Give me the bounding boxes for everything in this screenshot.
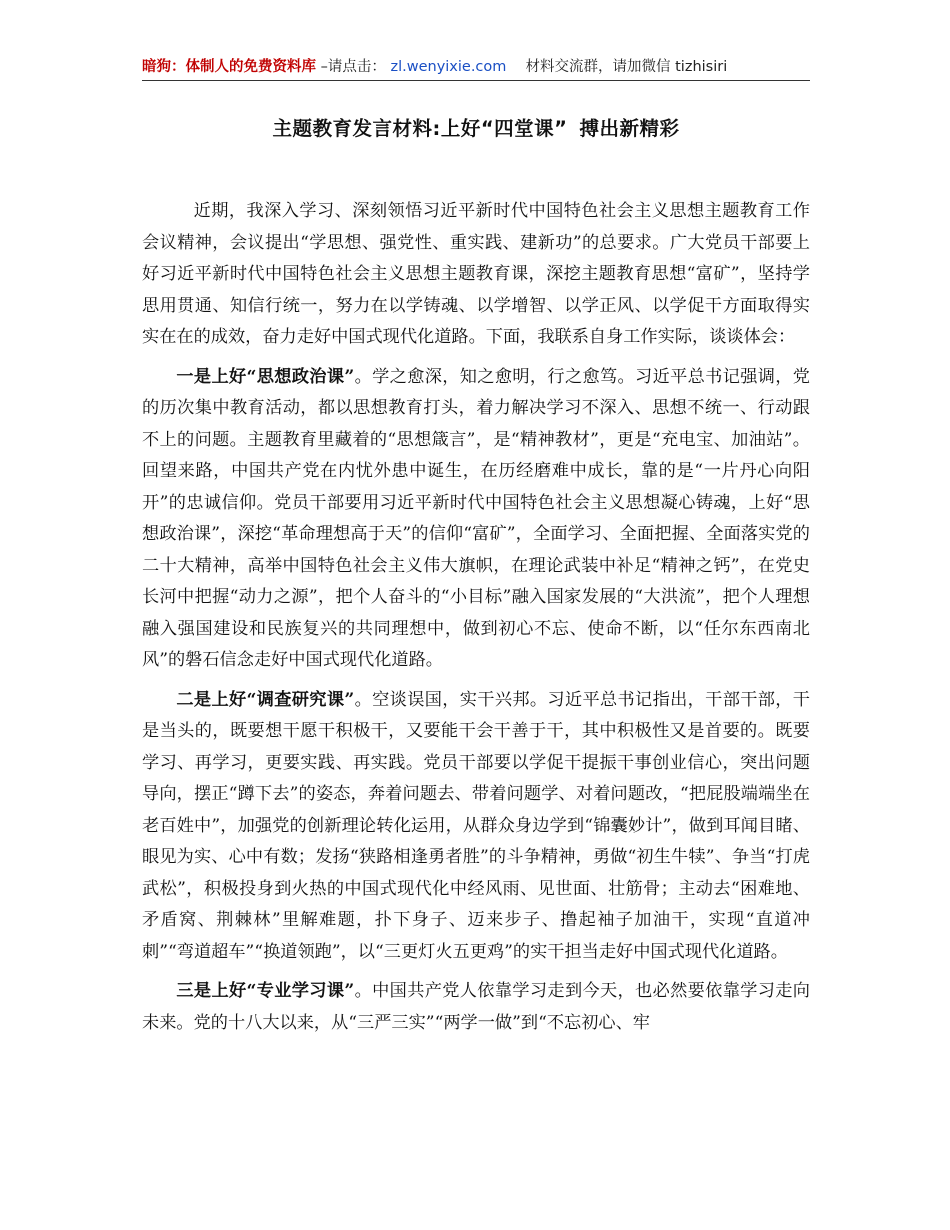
section-paragraph-3 <box>142 976 810 1039</box>
section-paragraph-2 <box>142 685 810 969</box>
section-2-text: 。空谈误国，实干兴邦。习近平总书记指出，干部干部，干是当头的，既要想干愿干积极干，又要能干会干善于干，其中积极性又是首要的。既要学习、再学习，更要实践、再实践。党员干部要以学促干提振干事创业信心，突出问题导向，摆正“蹲下去”的姿态，奔着问题去、带着问题学、对着问题改，“把屁股端端坐在老百姓中”，加强党的创新理论转化运用，从群众身边学到“锦囊妙计”，做到耳闻目睹、眼见为实、心中有数；发扬“狭路相逢勇者胜”的斗争精神，勇做“初生牛犊”、争当“打虎武松”，积极投身到火热的中国式现代化中经风雨、见世面、壮筋骨；主动去“困难地、矛盾窝、荆棘林”里解难题，扑下身子、迈来步子、撸起袖子加油干，实现“直道冲刺”“弯道超车”“换道领跑”，以“三更灯火五更鸡”的实干担当走好中国式现代化道路。 <box>142 689 810 962</box>
header-brand: 暗狗：体制人的免费资料库 <box>142 59 316 75</box>
section-3-lead: 三是上好“专业学习课” <box>176 981 355 1001</box>
section-paragraph-1 <box>142 362 810 677</box>
section-1-text: 。学之愈深，知之愈明，行之愈笃。习近平总书记强调，党的历次集中教育活动，都以思想教育打头，着力解决学习不深入、思想不统一、行动跟不上的问题。主题教育里藏着的“思想箴言”，是“精神教材”，更是“充电宝、加油站”。回望来路，中国共产党在内忧外患中诞生，在历经磨难中成长，靠的是“一片丹心向阳开”的忠诚信仰。党员干部要用习近平新时代中国特色社会主义思想凝心铸魂，上好“思想政治课”，深挖“革命理想高于天”的信仰“富矿”，全面学习、全面把握、全面落实党的二十大精神，高举中国特色社会主义伟大旗帜，在理论武装中补足“精神之钙”，在党史长河中把握“动力之源”，把个人奋斗的“小目标”融入国家发展的“大洪流”，把个人理想融入强国建设和民族复兴的共同理想中，做到初心不忘、使命不断，以“任尔东西南北风”的磐石信念走好中国式现代化道路。 <box>142 366 810 670</box>
document-title <box>142 114 810 144</box>
section-1-lead: 一是上好“思想政治课” <box>176 366 355 387</box>
section-2-lead: 二是上好“调查研究课” <box>176 689 355 710</box>
header-url-link[interactable]: zl.wenyixie.com <box>390 59 507 75</box>
header-contact-text: 材料交流群，请加微信 tizhisiri <box>525 59 728 75</box>
document-body <box>142 196 810 1047</box>
section-3-text: 。中国共产党人依靠学习走到今天，也必然要依靠学习走向未来。党的十八大以来，从“三严三实”“两学一做”到“不忘初心、牢 <box>142 981 810 1033</box>
title-part-2: 搏出新精彩 <box>579 117 680 140</box>
page-header <box>142 56 810 81</box>
header-contact <box>511 59 727 75</box>
intro-paragraph: 近期，我深入学习、深刻领悟习近平新时代中国特色社会主义思想主题教育工作会议精神，会议提出“学思想、强党性、重实践、建新功”的总要求。广大党员干部要上好习近平新时代中国特色社会主义思想主题教育课，深挖主题教育思想“富矿”，坚持学思用贯通、知信行统一，努力在以学铸魂、以学增智、以学正风、以学促干方面取得实实在在的成效，奋力走好中国式现代化道路。下面，我联系自身工作实际，谈谈体会： <box>142 201 810 347</box>
header-separator: –请点击： <box>320 59 386 75</box>
title-part-1: 主题教育发言材料:上好“四堂课” <box>272 117 568 140</box>
